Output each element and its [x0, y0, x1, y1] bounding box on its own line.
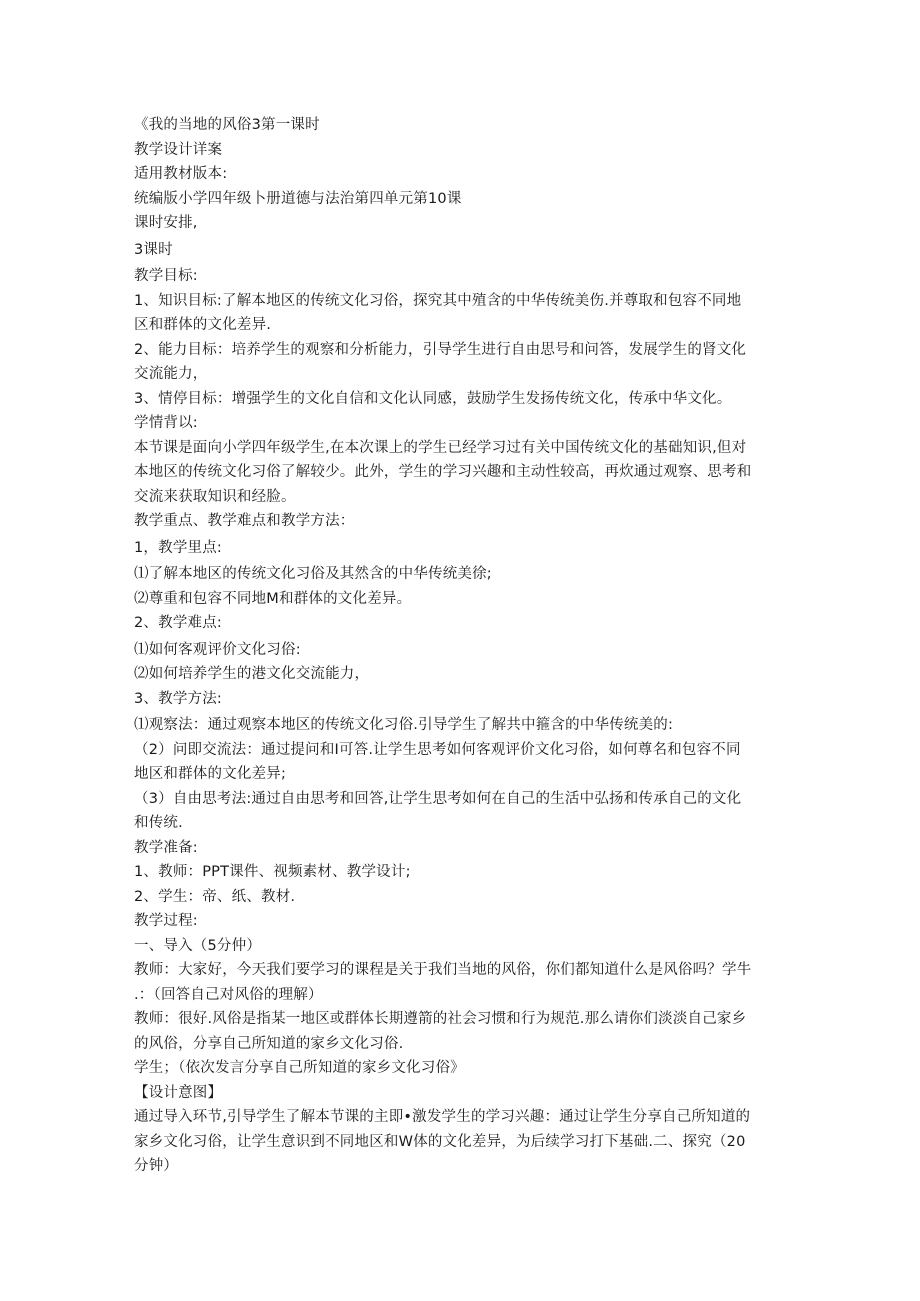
text-line: 本节课是面向小学四年级学生,在本次课上的学生已经学习过有关中国传统文化的基础知识,但对 [134, 439, 747, 456]
doc-title: 《我的当地的风俗3第一课时 [134, 117, 320, 133]
section-heading: 教学准备: [134, 839, 198, 856]
text-line: 交流能力， [134, 366, 208, 382]
text-line: 3课时 [134, 241, 173, 258]
text-line: 统编版小学四年级卜册道德与法治第四单元第10课 [134, 190, 462, 207]
text-line: （2）问即交流法：通过提问和I可答.让学生思考如何客观评价文化习俗，如何尊名和包容不同 [134, 741, 741, 758]
text-line: 通过导入环节,引导学生了解本节课的主即•激发学生的学习兴趣：通过让学生分享自己所知道的 [134, 1109, 751, 1125]
text-line: 交流来获取知识和经脸。 [134, 488, 296, 505]
text-line: 3、情停目标：增强学生的文化自信和文化认同感，鼓励学生发扬传统文化，传承中华文化。 [134, 390, 732, 407]
document-body [134, 113, 784, 1179]
section-heading: 【设计意图】 [134, 1084, 223, 1101]
text-line: .：（回答自己对风俗的理解） [134, 986, 323, 1003]
text-line: ⑴如何客观评价文化习俗: [134, 641, 301, 658]
text-line: 教师：很好.风俗是指某一地区或群体长期遵箭的社会习惯和行为规范.那么请你们淡淡自己家乡 [134, 1011, 747, 1027]
text-line: ⑵尊重和包容不同地M和群体的文化差异。 [134, 590, 412, 607]
section-heading: 教学目标: [134, 268, 198, 284]
section-heading: 教学重点、教学难点和教学方法： [134, 513, 355, 529]
section-heading: 教学过程: [134, 913, 198, 929]
text-line: 区和群体的文化差异. [134, 317, 272, 333]
text-line: 1、知识目标:了解本地区的传统文化习俗，探究其中殖含的中华传统美伤.并尊取和包容不同地 [134, 292, 742, 309]
text-line: 1、教师：PPT课件、视频素材、教学设计; [134, 864, 411, 880]
text-line: ⑵如何培养学生的港文化交流能力， [134, 666, 370, 682]
text-line: 一、导入（5分仲） [134, 937, 262, 954]
text-line: （3）自由思考法:通过自由思考和回答,让学生思考如何在自己的生活中弘扬和传承自己的文化 [134, 790, 742, 807]
text-line: ⑴观察法：通过观察本地区的传统文化习俗.引导学生了解共中箍含的中华传统美的: [134, 717, 674, 733]
text-line: 2、学生：帝、纸、教材. [134, 888, 296, 905]
text-line: 3、教学方法: [134, 690, 223, 707]
text-line: 学生；（依次发言分享自己所知道的家乡文化习俗》 [134, 1060, 465, 1076]
text-line: 1，教学里点: [134, 539, 223, 556]
text-line: 和传统. [134, 815, 183, 831]
text-line: 分钟） [134, 1158, 179, 1174]
text-line: 2、能力目标：培养学生的观察和分析能力，引导学生进行自由思号和问答，发展学生的肾文化 [134, 341, 747, 358]
section-heading: 学情背以: [134, 415, 198, 431]
text-line: 2、教学难点: [134, 615, 223, 631]
text-line: 课时安排, [134, 215, 198, 231]
text-line: 家乡文化习俗，让学生意识到不同地区和W体的文化差异，为后续学习打下基础.二、探究（20 [134, 1133, 746, 1150]
text-line: 地区和群体的文化差异; [134, 766, 287, 782]
text-line: ⑴了解本地区的传统文化习俗及其然含的中华传统美徐; [134, 566, 492, 582]
text-line: 适用教材版本: [134, 166, 228, 182]
text-line: 教师：大家好，今天我们要学习的课程是关于我们当地的风俗，你们都知道什么是风俗吗？学牛 [134, 962, 752, 978]
text-line: 的风俗，分享自己所知道的家乡文化习俗. [134, 1035, 404, 1052]
text-line: 本地区的传统文化习俗了解较少。此外，学生的学习兴趣和主动性较高，再炊通过观察、思考和 [134, 464, 752, 480]
doc-subtitle: 教学设计详案 [134, 141, 223, 158]
